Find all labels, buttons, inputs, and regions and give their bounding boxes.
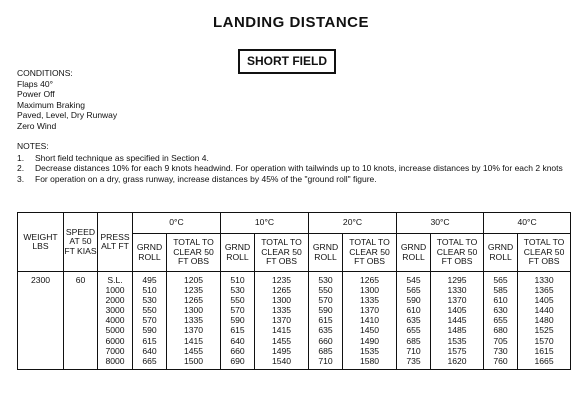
table-cell-value: 5000 xyxy=(105,325,125,336)
table-cell-value: 1455 xyxy=(183,345,204,356)
grnd-roll-column xyxy=(133,272,167,370)
landing-distance-table xyxy=(17,212,571,370)
condition-item: Power Off xyxy=(17,89,55,100)
table-cell-value: 710 xyxy=(406,345,421,356)
grnd-roll-header: GRND ROLL xyxy=(484,234,518,272)
temp-header-40: 40°C xyxy=(484,213,571,234)
table-cell-value: 610 xyxy=(493,295,508,306)
table-cell-value: 665 xyxy=(142,355,157,366)
table-cell-value: 735 xyxy=(406,355,421,366)
conditions-heading: CONDITIONS: xyxy=(17,68,73,78)
table-cell-value: 565 xyxy=(493,275,508,285)
table-cell-value: 550 xyxy=(318,285,333,296)
note-item xyxy=(17,153,572,164)
table-cell-value: 1370 xyxy=(271,315,292,326)
table-cell-value: 655 xyxy=(406,325,421,336)
total-clear-column xyxy=(431,272,484,370)
table-cell-value: 2000 xyxy=(105,295,125,306)
grnd-roll-column xyxy=(309,272,343,370)
table-cell-value: 4000 xyxy=(105,315,125,326)
table-cell-value: 510 xyxy=(142,285,157,296)
weight-header: WEIGHT LBS xyxy=(18,213,64,272)
note-text: For operation on a dry, grass runway, increase distances by 45% of the "ground roll" figure. xyxy=(35,173,377,184)
table-cell-value: 1480 xyxy=(534,315,554,326)
table-cell-value: 1410 xyxy=(359,315,380,326)
table-cell-value: 615 xyxy=(230,325,245,336)
table-cell-value: 510 xyxy=(230,275,245,285)
note-item xyxy=(17,174,572,185)
table-cell-value: 1575 xyxy=(447,345,467,356)
notes-block xyxy=(17,141,572,184)
table-cell-value: 685 xyxy=(406,335,421,346)
press-alt-header: PRESS ALT FT xyxy=(98,213,133,272)
grnd-roll-column xyxy=(484,272,518,370)
table-cell-value: 615 xyxy=(142,335,157,346)
grnd-roll-column xyxy=(221,272,255,370)
table-cell-value: 630 xyxy=(493,305,508,316)
weight-cell: 2300 xyxy=(18,272,64,370)
speed-header: SPEED AT 50 FT KIAS xyxy=(64,213,98,272)
table-row xyxy=(18,272,571,370)
total-clear-header: TOTAL TO CLEAR 50 FT OBS xyxy=(167,234,221,272)
table-cell-value: 585 xyxy=(493,285,508,296)
table-cell-value: 1615 xyxy=(534,345,554,356)
table-cell-value: 1580 xyxy=(359,355,380,366)
table-cell-value: 530 xyxy=(318,275,333,285)
table-cell-value: 1335 xyxy=(183,315,204,326)
table-cell-value: 635 xyxy=(406,315,421,326)
total-clear-column xyxy=(518,272,571,370)
table-cell-value: 1570 xyxy=(534,335,554,346)
grnd-roll-header: GRND ROLL xyxy=(397,234,431,272)
table-cell-value: 1330 xyxy=(447,285,467,296)
table-cell-value: 6000 xyxy=(105,335,125,346)
note-number: 2. xyxy=(17,163,25,174)
table-cell-value: 570 xyxy=(142,315,157,326)
table-cell-value: 495 xyxy=(142,275,157,285)
table-cell-value: 1265 xyxy=(183,295,204,306)
temp-header-30: 30°C xyxy=(397,213,484,234)
table-cell-value: 1265 xyxy=(359,275,380,285)
table-cell-value: 550 xyxy=(230,295,245,306)
condition-item: Paved, Level, Dry Runway xyxy=(17,110,118,121)
condition-item: Maximum Braking xyxy=(17,99,86,110)
table-cell-value: 590 xyxy=(142,325,157,336)
table-cell-value: 1300 xyxy=(359,285,380,296)
table-cell-value: 1500 xyxy=(183,355,204,366)
section-subtitle: SHORT FIELD xyxy=(238,49,336,74)
table-cell-value: 730 xyxy=(493,345,508,356)
table-cell-value: 685 xyxy=(318,345,333,356)
table-cell-value: 8000 xyxy=(105,355,125,366)
altitude-column xyxy=(98,272,133,370)
table-cell-value: 565 xyxy=(406,285,421,296)
total-clear-header: TOTAL TO CLEAR 50 FT OBS xyxy=(343,234,397,272)
table-cell-value: 1540 xyxy=(271,355,292,366)
table-cell-value: 660 xyxy=(230,345,245,356)
temp-header-0: 0°C xyxy=(133,213,221,234)
table-cell-value: 635 xyxy=(318,325,333,336)
grnd-roll-header: GRND ROLL xyxy=(221,234,255,272)
table-cell-value: 1300 xyxy=(183,305,204,316)
conditions-block xyxy=(17,68,117,132)
table-cell-value: 615 xyxy=(318,315,333,326)
table-cell-value: 570 xyxy=(318,295,333,306)
total-clear-header: TOTAL TO CLEAR 50 FT OBS xyxy=(431,234,484,272)
grnd-roll-column xyxy=(397,272,431,370)
table-cell-value: 3000 xyxy=(105,305,125,316)
note-number: 3. xyxy=(17,173,25,184)
table-cell-value: 1485 xyxy=(447,325,467,336)
total-clear-column xyxy=(255,272,309,370)
table-cell-value: 710 xyxy=(318,355,333,366)
condition-item: Zero Wind xyxy=(17,120,57,131)
table-cell-value: 1000 xyxy=(105,285,125,296)
table-cell-value: 1620 xyxy=(447,355,467,366)
table-cell-value: 570 xyxy=(230,305,245,316)
notes-heading: NOTES: xyxy=(17,141,49,151)
table-cell-value: 705 xyxy=(493,335,508,346)
temp-header-10: 10°C xyxy=(221,213,309,234)
total-clear-header: TOTAL TO CLEAR 50 FT OBS xyxy=(255,234,309,272)
table-cell-value: 530 xyxy=(142,295,157,306)
table-cell-value: 690 xyxy=(230,355,245,366)
table-cell-value: 1415 xyxy=(183,335,204,346)
table-cell-value: 1335 xyxy=(271,305,292,316)
table-cell-value: 655 xyxy=(493,315,508,326)
table-cell-value: 1415 xyxy=(271,325,292,336)
table-cell-value: 1300 xyxy=(271,295,292,306)
table-cell-value: 590 xyxy=(406,295,421,306)
table-cell-value: 1370 xyxy=(447,295,467,306)
grnd-roll-header: GRND ROLL xyxy=(309,234,343,272)
total-clear-header: TOTAL TO CLEAR 50 FT OBS xyxy=(518,234,571,272)
temp-header-20: 20°C xyxy=(309,213,397,234)
table-cell-value: 1525 xyxy=(534,325,554,336)
table-cell-value: 1330 xyxy=(534,275,554,285)
table-cell-value: 1450 xyxy=(359,325,380,336)
table-cell-value: 1265 xyxy=(271,285,292,296)
table-cell-value: 1440 xyxy=(534,305,554,316)
table-cell-value: 7000 xyxy=(105,345,125,356)
table-cell-value: 1490 xyxy=(359,335,380,346)
table-cell-value: 1235 xyxy=(183,285,204,296)
total-clear-column xyxy=(167,272,221,370)
table-cell-value: 1455 xyxy=(271,335,292,346)
speed-cell: 60 xyxy=(64,272,98,370)
note-text: Short field technique as specified in Section 4. xyxy=(35,152,209,163)
table-cell-value: 550 xyxy=(142,305,157,316)
total-clear-column xyxy=(343,272,397,370)
condition-item: Flaps 40° xyxy=(17,78,54,89)
table-cell-value: 640 xyxy=(142,345,157,356)
table-cell-value: 545 xyxy=(406,275,421,285)
page-title: LANDING DISTANCE xyxy=(212,14,370,31)
table-cell-value: 1535 xyxy=(447,335,467,346)
table-cell-value: 1365 xyxy=(534,285,554,296)
table-cell-value: S.L. xyxy=(107,275,123,285)
table-cell-value: 1295 xyxy=(447,275,467,285)
table-cell-value: 1205 xyxy=(183,275,204,285)
table-cell-value: 1535 xyxy=(359,345,380,356)
table-cell-value: 590 xyxy=(230,315,245,326)
note-number: 1. xyxy=(17,152,25,163)
table-cell-value: 530 xyxy=(230,285,245,296)
note-text: Decrease distances 10% for each 9 knots headwind. For operation with tailwinds up to 10 knots, increase distances by 10% for each 2 knots xyxy=(35,163,563,174)
table-cell-value: 1495 xyxy=(271,345,292,356)
table-cell-value: 640 xyxy=(230,335,245,346)
table-cell-value: 1235 xyxy=(271,275,292,285)
table-cell-value: 590 xyxy=(318,305,333,316)
table-cell-value: 1665 xyxy=(534,355,554,366)
table-cell-value: 680 xyxy=(493,325,508,336)
table-cell-value: 1335 xyxy=(359,295,380,306)
table-cell-value: 760 xyxy=(493,355,508,366)
note-item xyxy=(17,163,572,174)
table-cell-value: 1370 xyxy=(359,305,380,316)
table-cell-value: 660 xyxy=(318,335,333,346)
table-cell-value: 610 xyxy=(406,305,421,316)
table-cell-value: 1370 xyxy=(183,325,204,336)
table-cell-value: 1405 xyxy=(447,305,467,316)
grnd-roll-header: GRND ROLL xyxy=(133,234,167,272)
table-cell-value: 1445 xyxy=(447,315,467,326)
table-cell-value: 1405 xyxy=(534,295,554,306)
